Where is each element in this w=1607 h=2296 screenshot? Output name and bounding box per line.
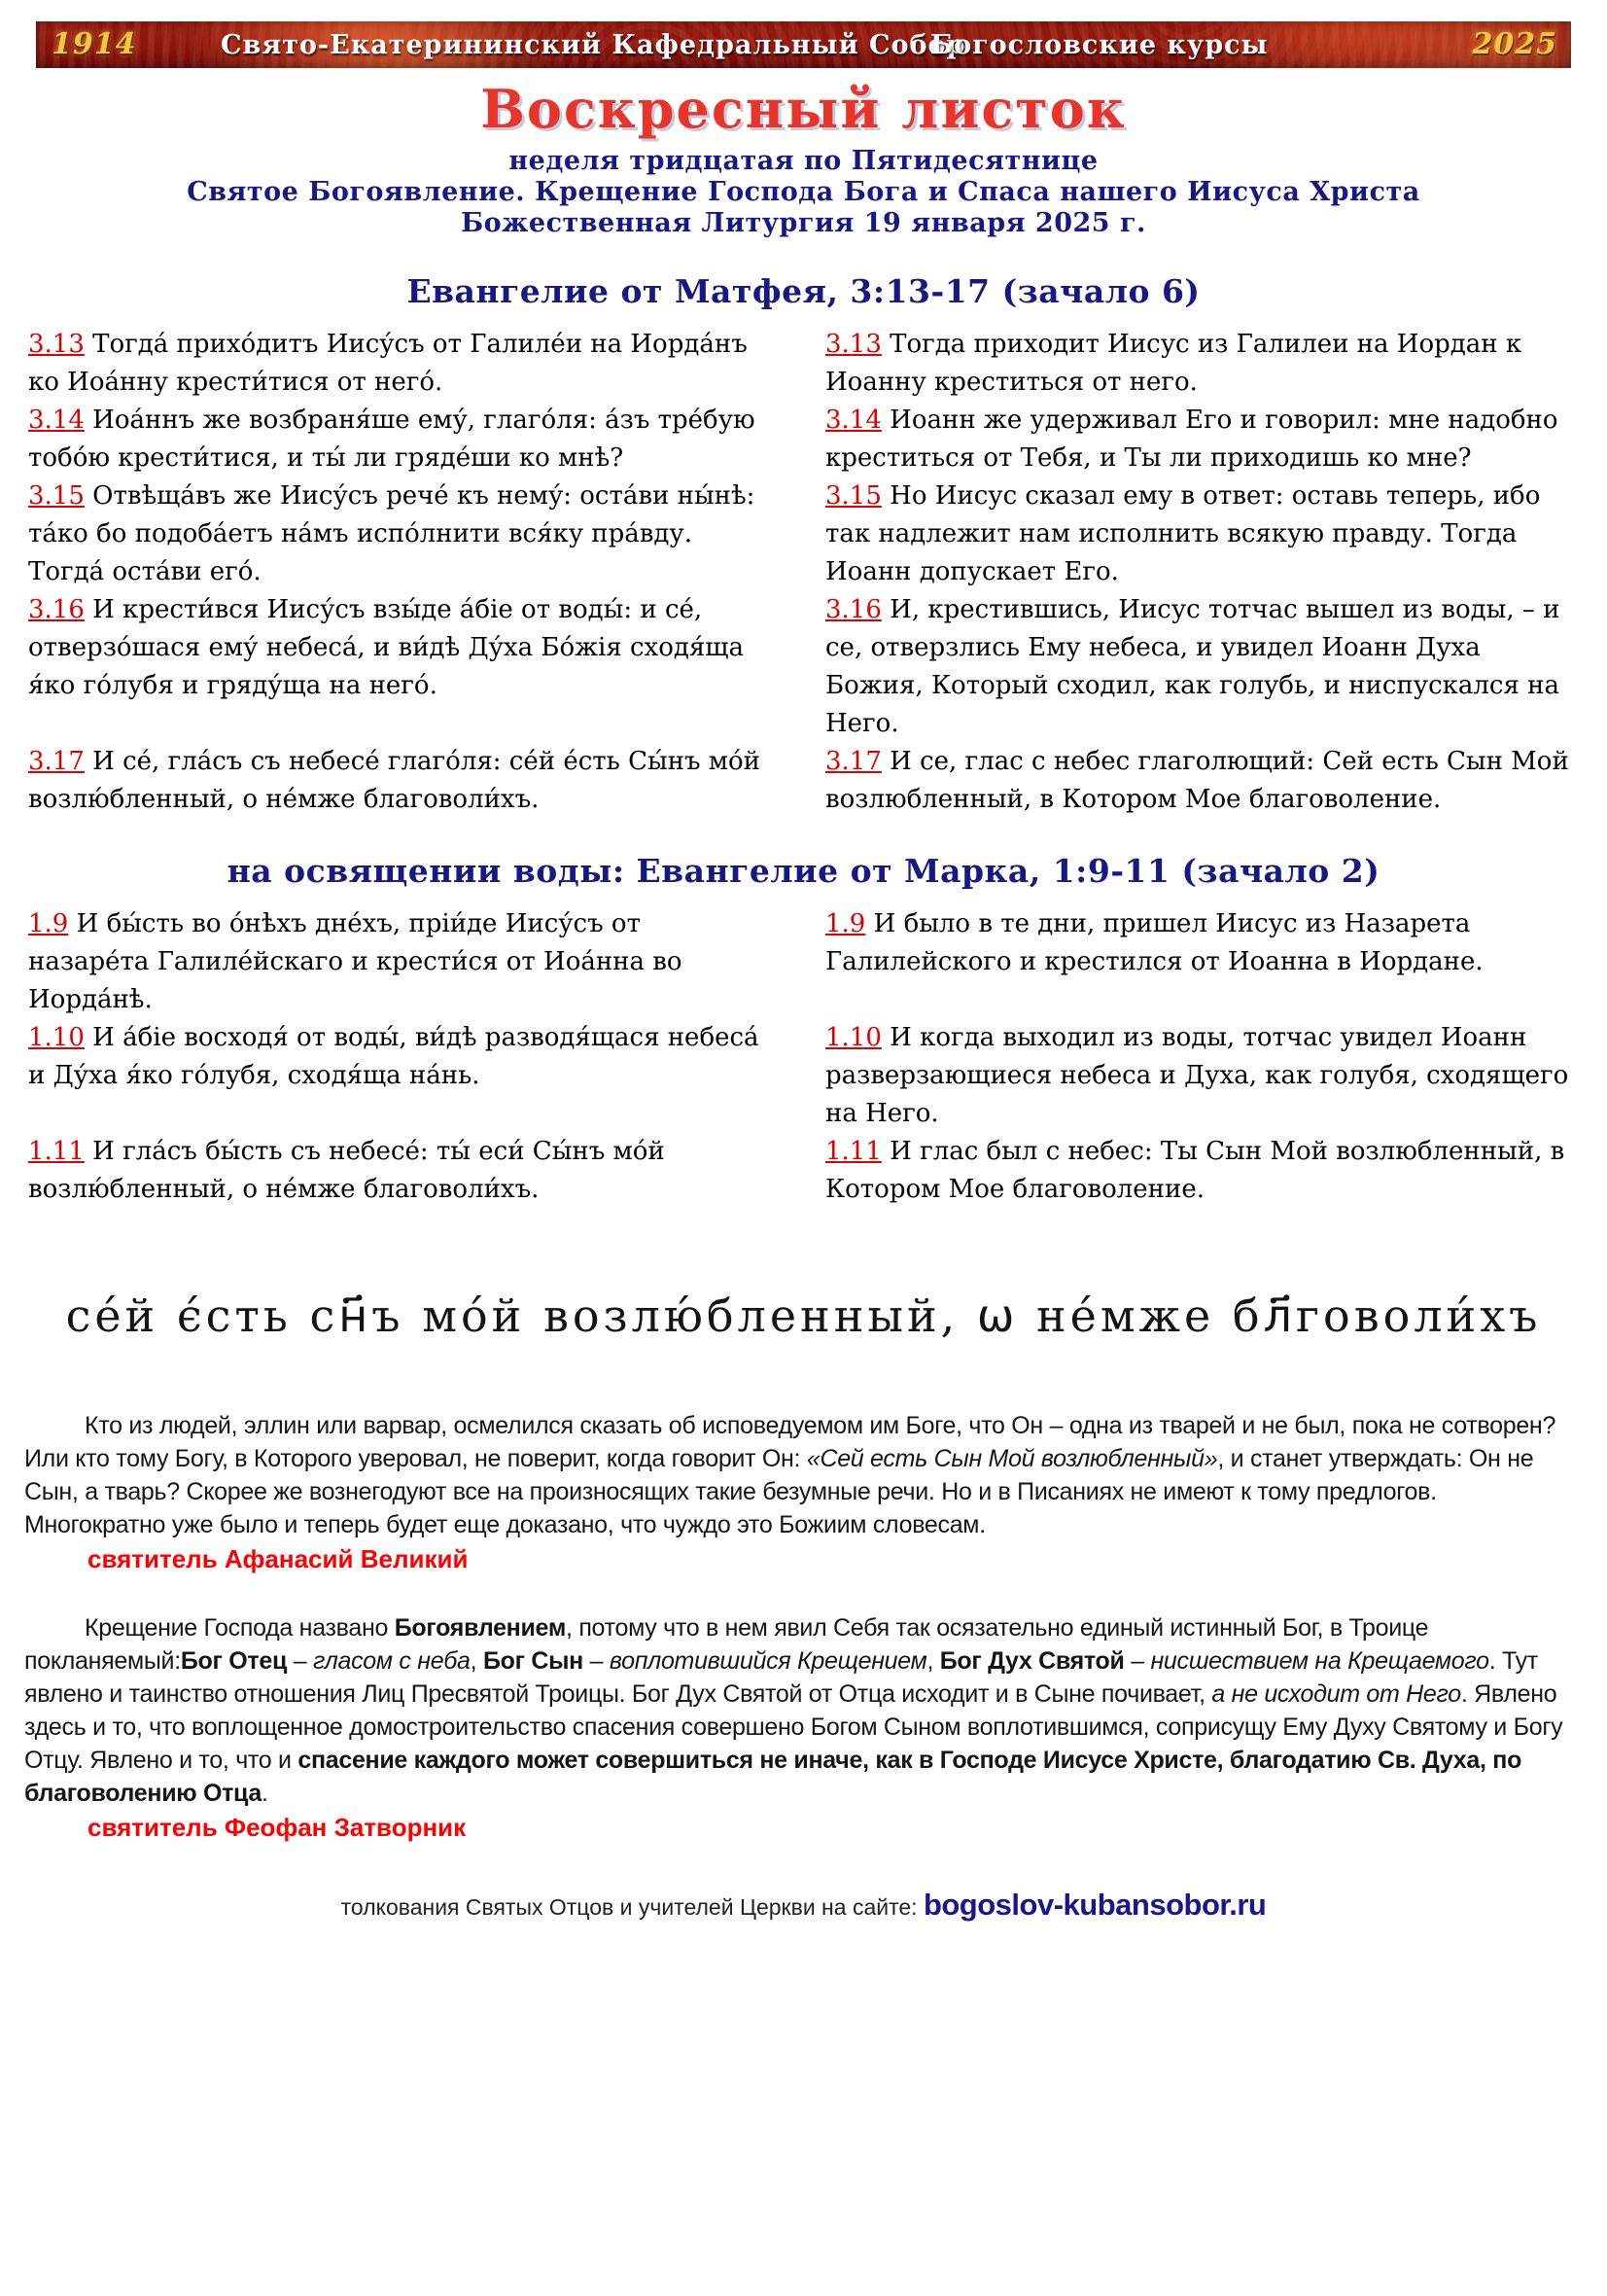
verse: 1.10 И а́бiе восходя́ от воды́, ви́дѣ разводя́щася небеса́ и Ду́ха я́ко го́лубя, сходя́ща на́нь. [28,1023,759,1090]
footer-site-link[interactable]: bogoslov-kubansobor.ru [923,1888,1267,1922]
commentary-segment: – [287,1647,313,1675]
slavonic-column [28,326,764,819]
verse: 3.16 И, крестившись, Иисус тотчас вышел из воды, – и се, отверзлись Ему небеса, и увидел Иоанн Духа Божия, Который сходил, как голубь, и ниспускался на Него. [825,595,1560,738]
header-banner [36,21,1571,68]
commentary-segment: , [470,1647,483,1675]
commentary-segment: , и станет утверждать: Он не Сын, а тварь? Скорее же вознегодуют все на произносящих такие безумные речи. Но и в Писаниях не имеют к тому предлогов. Многократно уже было и теперь будет еще доказано, что чуждо это Божиим словесам. [24,1445,1534,1538]
verse-number-link[interactable]: 3.16 [825,595,882,624]
verse: 3.15 Отвѣща́въ же Иису́съ рече́ къ нему́: оста́ви ны́нѣ: та́ко бо подоба́етъ на́мъ испо́лнити вся́ку пра́вду. Тогда́ оста́ви его́. [28,481,755,586]
commentary-text [24,1409,1583,1541]
commentary-segment: Бог Сын [482,1647,583,1675]
commentary-theophan [0,1611,1607,1845]
footer [0,1888,1607,1923]
gospel-section-matthew [0,272,1607,819]
verse: 3.17 И се́, гла́съ съ небесе́ глаго́ля: се́й е́сть Сы́нъ мо́й возлю́бленный, о не́мже благоволи́хъ. [28,747,760,814]
verse: 3.15 Но Иисус сказал ему в ответ: оставь теперь, ибо так надлежит нам исполнить всякую правду. Тогда Иоанн допускает Его. [825,481,1541,586]
verse-number-link[interactable]: 3.14 [825,406,882,435]
commentary-segment: гласом с неба [312,1647,471,1675]
church-slavonic-quote: се́й є́сть сн҃ъ мо́й возлю́бленный, ѡ не́мже бл҃говоли́хъ [65,1289,1542,1342]
commentary-segment: . Тут явлено и таинство отношения Лиц Пресвятой Троицы. Бог Дух Святой от Отца исходит и в Сыне почивает, [24,1647,1538,1708]
verse-number-link[interactable]: 1.11 [28,1137,85,1166]
commentary-text [24,1611,1583,1810]
commentary-segment: Кто из людей, эллин или варвар, осмелился сказать об исповедуемом им Боге, что Он – одна из тварей и не был, пока не сотворен? Или кто тому Богу, в Которого уверовал, не поверит, когда говорит Он: [24,1412,1556,1472]
banner-year-left: 1914 [52,27,137,61]
commentary-athanasius [0,1409,1607,1576]
verse-number-link[interactable]: 1.10 [28,1023,85,1052]
leaflet-page [0,21,1607,2296]
verse: 3.14 Иоа́ннъ же возбраня́ше ему́, глаго́ля: а́зъ тре́бую тобо́ю крести́тися, и ты́ ли гряде́ши ко мнѣ? [28,406,755,473]
footer-text: толкования Святых Отцов и учителей Церкви на сайте: [340,1894,924,1920]
verse-number-link[interactable]: 3.17 [825,747,882,776]
verse: 1.10 И когда выходил из воды, тотчас увидел Иоанн разверзающиеся небеса и Духа, как голубя, сходящего на Него. [825,1023,1569,1128]
commentary-segment: – [1124,1647,1151,1675]
gospel-section-mark [0,852,1607,1209]
section-header-matthew: Евангелие от Матфея, 3:13-17 (зачало 6) [406,272,1201,310]
verse: 3.13 Тогда́ прихо́дитъ Иису́съ от Галиле́и на Иорда́нъ ко Иоа́нну крести́тися от него́. [28,330,748,397]
verse-number-link[interactable]: 3.14 [28,406,85,435]
verse-number-link[interactable]: 3.15 [28,481,85,511]
verse-number-link[interactable]: 3.13 [825,330,882,359]
commentary-segment: Бог Отец [180,1647,288,1675]
verse-number-link[interactable]: 3.16 [28,595,85,624]
verse-number-link[interactable]: 1.10 [825,1023,882,1052]
commentary-segment: воплотившийся Крещением [609,1647,927,1675]
russian-column [825,905,1579,1209]
commentary-segment: Богоявлением [394,1614,567,1642]
commentary-segment: Крещение Господа названо [85,1614,395,1642]
commentary-segment: спасение каждого может совершиться не иначе, как в Господе Иисусе Христе, благодатию Св. Духа, по благоволению Отца [24,1747,1522,1807]
commentary-segment: нисшествием на Крещаемого [1150,1647,1489,1675]
verse: 3.14 Иоанн же удерживал Его и говорил: мне надобно креститься от Тебя, и Ты ли приходишь ко мне? [825,406,1558,473]
commentary-segment: . Явлено здесь и то, что воплощенное домостроительство спасения совершено Богом Сыном воплотившимся, соприсущу Ему Духу Святому и Богу Отцу. Явлено и то, что и [24,1680,1563,1774]
banner-courses-title: Богословские курсы [930,30,1269,60]
verse-number-link[interactable]: 1.11 [825,1137,882,1166]
commentary-segment: «Сей есть Сын Мой возлюбленный» [806,1445,1218,1472]
attribution-theophan: святитель Феофан Затворник [87,1813,467,1842]
commentary-segment: Бог Дух Святой [939,1647,1125,1675]
verse-number-link[interactable]: 3.13 [28,330,85,359]
commentary-segment: , [926,1647,940,1675]
subtitle-liturgy: Божественная Литургия 19 января 2025 г. [461,208,1146,238]
section-header-mark: на освящении воды: Евангелие от Марка, 1:9-11 (зачало 2) [227,852,1380,890]
verse-number-link[interactable]: 1.9 [825,909,866,938]
verse-number-link[interactable]: 3.17 [28,747,85,776]
commentary-segment: – [582,1647,610,1675]
commentary-segment: а не исходит от Него [1211,1680,1461,1708]
verse: 1.9 И бы́сть во о́нѣхъ дне́хъ, прiи́де Иису́съ от назаре́та Галиле́йскаго и крести́ся от Иоа́нна во Иорда́нѣ. [28,909,682,1014]
banner-cathedral-title: Свято-Екатерининский Кафедральный Собор [221,30,966,60]
slavonic-column [28,905,764,1209]
attribution-athanasius: святитель Афанасий Великий [87,1544,469,1573]
verse-number-link[interactable]: 1.9 [28,909,69,938]
verse: 3.17 И се, глас с небес глаголющий: Сей есть Сын Мой возлюбленный, в Котором Мое благоволение. [825,747,1569,814]
verse: 1.11 И глас был с небес: Ты Сын Мой возлюбленный, в Котором Мое благоволение. [825,1137,1565,1204]
subtitle-week: неделя тридцатая по Пятидесятнице [508,146,1099,176]
russian-column [825,326,1579,819]
verse-number-link[interactable]: 3.15 [825,481,882,511]
verse: 3.16 И крести́вся Иису́съ взы́де а́бiе от воды́: и се́, отверзо́шася ему́ небеса́, и ви́дѣ Ду́ха Бо́жiя сходя́ща я́ко го́лубя и гряду́ща на него́. [28,595,744,700]
page-title: Воскресный листок [480,78,1127,140]
verse: 3.13 Тогда приходит Иисус из Галилеи на Иордан к Иоанну креститься от него. [825,330,1522,397]
subtitle-feast: Святое Богоявление. Крещение Господа Бога и Спаса нашего Иисуса Христа [187,177,1420,207]
banner-year-right: 2025 [1472,27,1557,61]
verse: 1.11 И гла́съ бы́сть съ небесе́: ты́ еси́ Сы́нъ мо́й возлю́бленный, о не́мже благоволи́хъ. [28,1137,665,1204]
commentary-segment: , потому что в нем явил Себя так осязательно единый истинный Бог, в Троице покланяемый: [24,1614,1429,1675]
verse: 1.9 И было в те дни, пришел Иисус из Назарета Галилейского и крестился от Иоанна в Иордане. [825,909,1484,976]
commentary-segment: . [262,1780,268,1807]
